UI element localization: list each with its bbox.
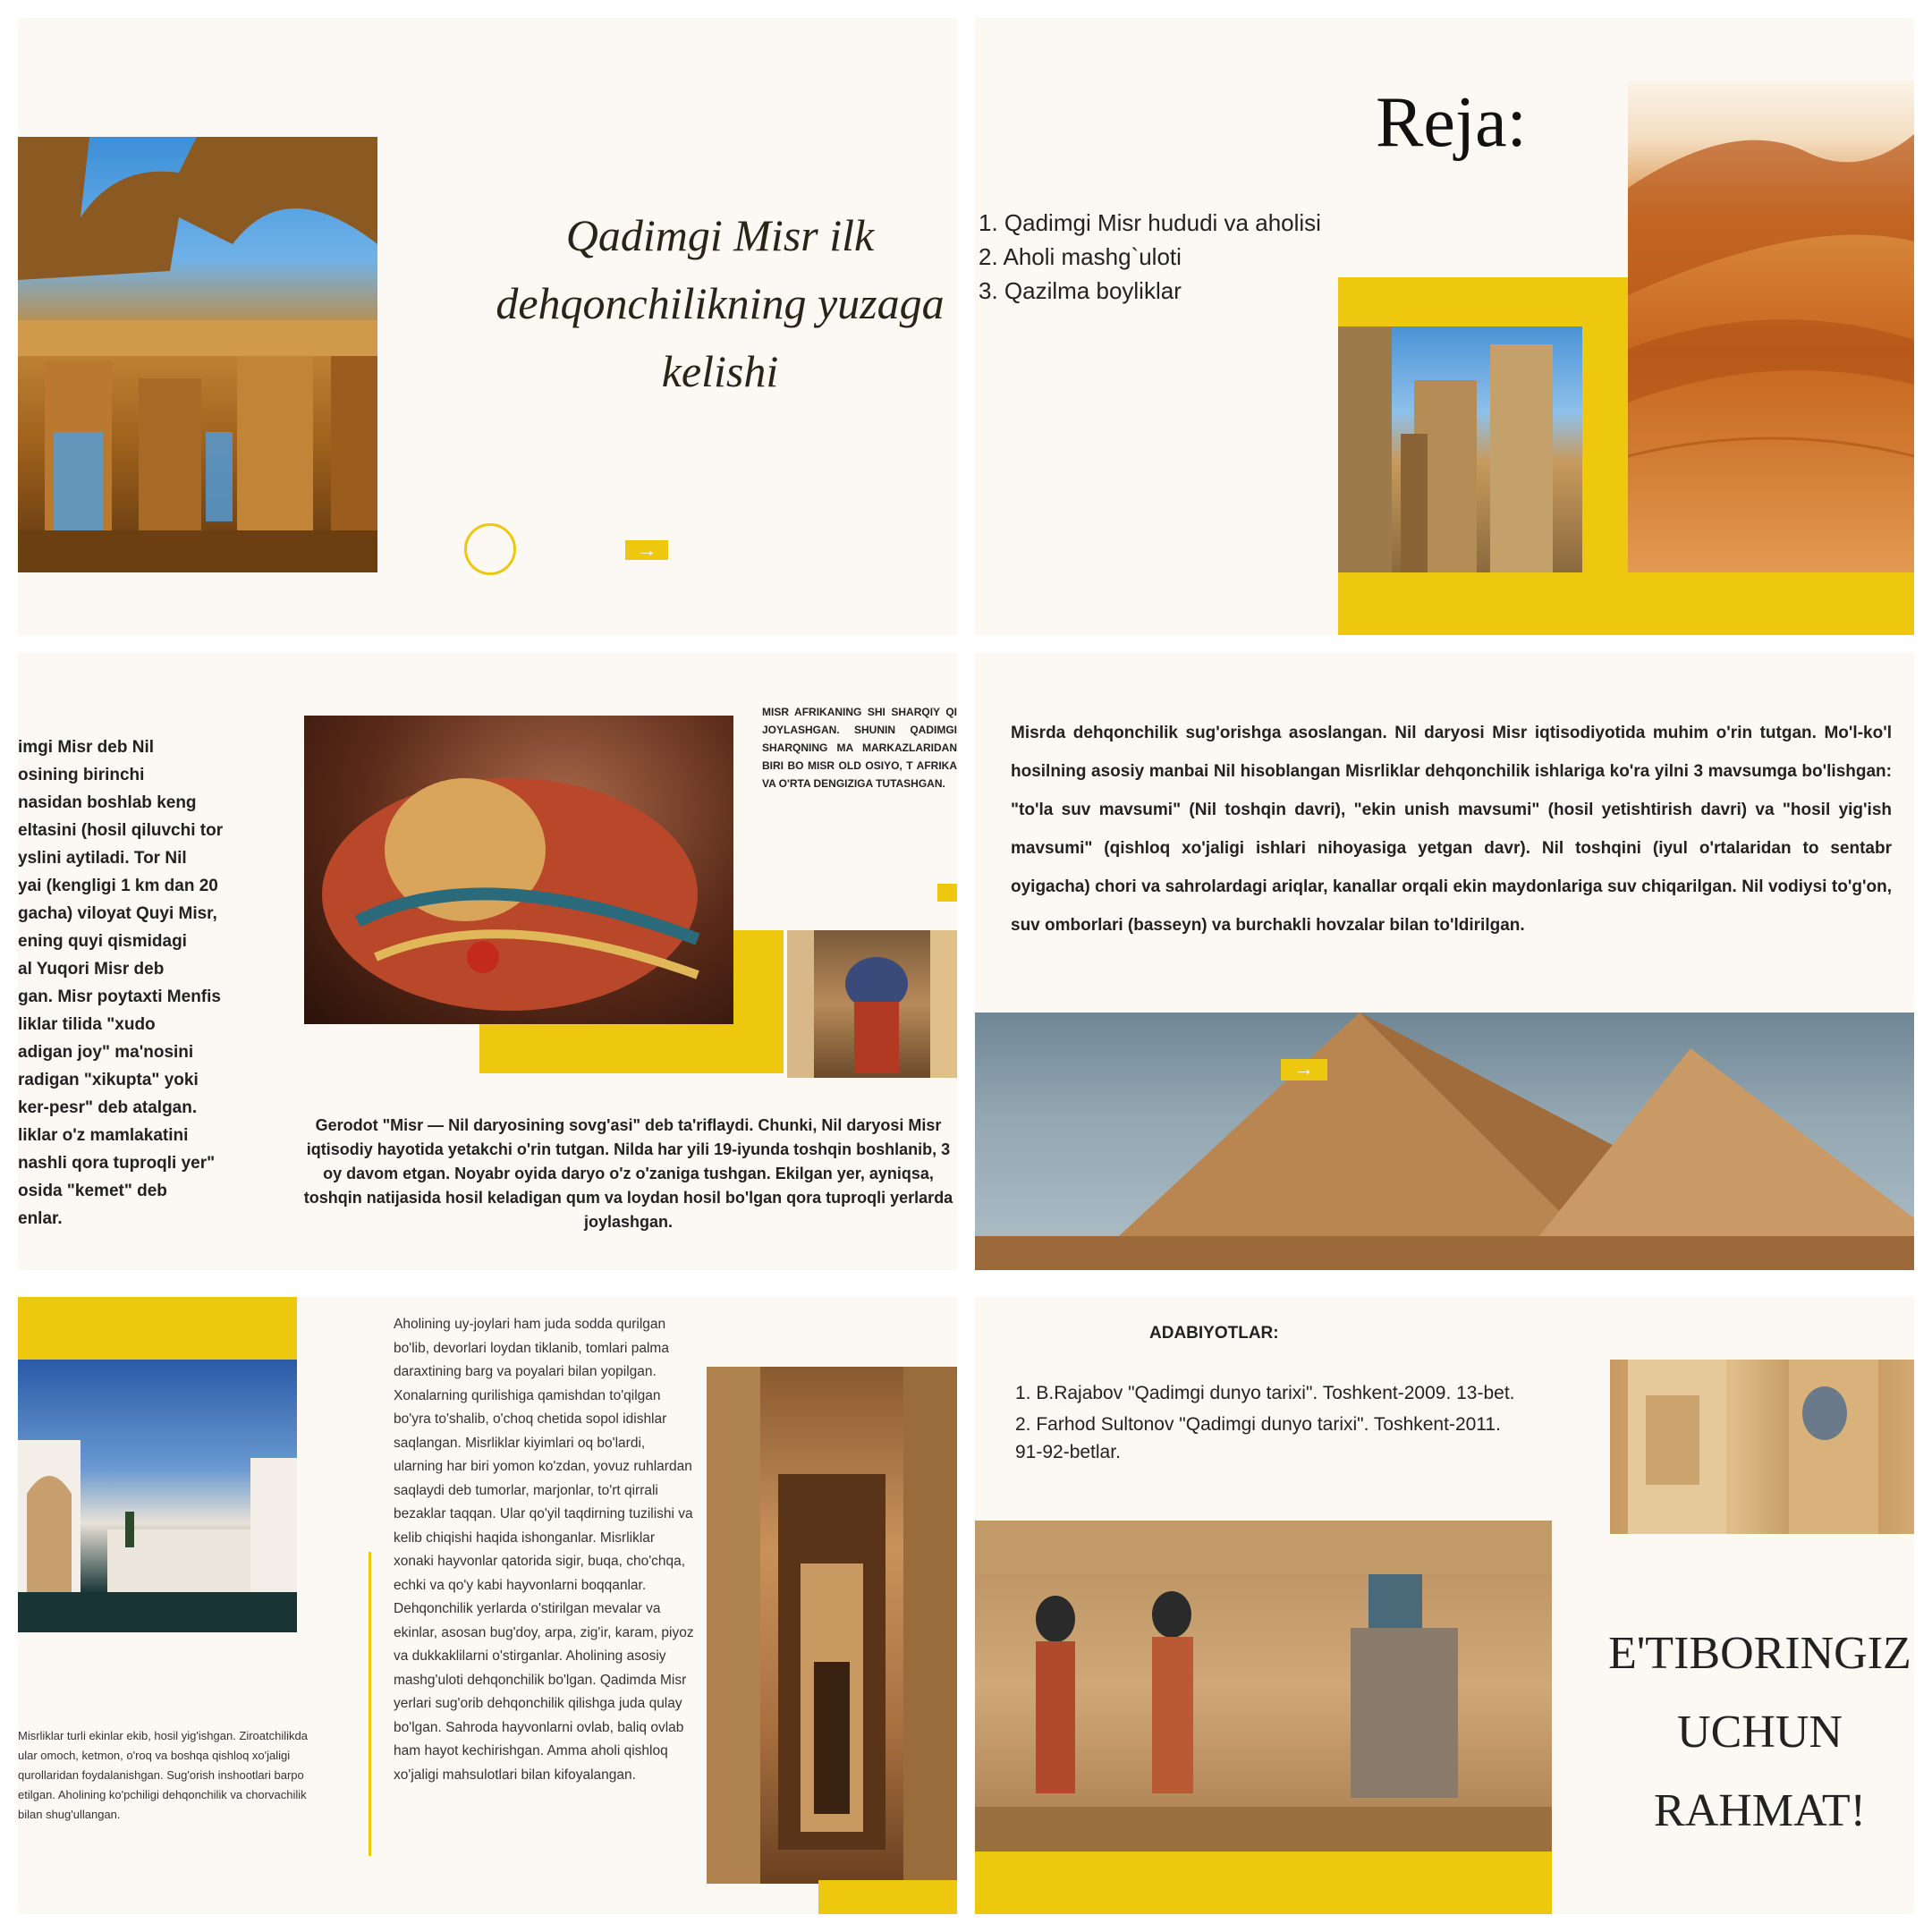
next-arrow-button[interactable]: → — [1281, 1059, 1327, 1080]
references-heading: ADABIYOTLAR: — [1149, 1324, 1279, 1343]
left-line-16: nashli qora tuproqli yer" — [18, 1154, 216, 1173]
left-line-11: liklar tilida "xudo — [18, 1015, 156, 1034]
sarcophagus-illustration — [304, 716, 733, 1024]
left-line-2: osining birinchi — [18, 766, 145, 784]
tomb-painting-illustration — [787, 930, 957, 1078]
slide-1-title — [18, 18, 957, 635]
vertical-accent-line — [369, 1552, 371, 1856]
desert-dunes-photo — [1628, 80, 1914, 572]
slide-5-population — [18, 1297, 957, 1914]
left-line-17: osida "kemet" deb — [18, 1182, 167, 1200]
corridor-illustration — [707, 1367, 957, 1884]
hieroglyph-illustration — [975, 1521, 1552, 1852]
slide-6-references — [975, 1297, 1914, 1914]
left-line-10: gan. Misr poytaxti Menfis — [18, 987, 221, 1006]
circle-decoration — [464, 523, 516, 575]
arches-illustration — [18, 1360, 297, 1632]
references-list — [1015, 1379, 1525, 1466]
temple-columns-photo — [1338, 326, 1582, 572]
plan-title: Reja: — [1376, 83, 1527, 162]
right-caps-text: MISR AFRIKANING SHI SHARQIY QI JOYLASHGAN. SHUNIN QADIMGI SHARQNING MA MARKAZLARIDAN BIRI BO MISR OLD OSIYO, T AFRIKA VA O'RTA DENGIZIGA TUTASHGAN. — [762, 706, 957, 790]
tomb-painting-photo — [787, 930, 957, 1078]
left-line-6: yai (kengligi 1 km dan 20 — [18, 877, 218, 895]
left-line-1: imgi Misr deb Nil — [18, 738, 155, 757]
middle-column-text: Aholining uy-joylari ham juda sodda qurilgan bo'lib, devorlari loydan tiklanib, tomlari palma daraxtining barg va poyalari bilan yopilgan. Xonalarning qurilishiga qamishdan to'qilgan bo'yra to'shalib, o'choq chetida sopol idishlar saqlangan. Misrliklar kiyimlari oq bo'lardi, ularning har biri yomon ko'zdan, yovuz ruhlardan saqlaydi deb tumorlar, marjonlar, to'rt qirrali bezaklar taqqan. Ular qo'yil taqdirning tuzilishi va kelib chiqishi haqida ishonganlar. Misrliklar xonaki hayvonlar qatorida sigir, buqa, cho'chqa, echki va qo'y kabi hayvonlarni boqqanlar. Dehqonchilik yerlarda o'stirilgan mevalar va ekinlar, asosan bug'doy, arpa, zig'ir, karam, piyoz va dukkaklilarni o'stirganlar. Aholining asosiy mashg'uloti dehqonchilik bo'lgan. Qadimda Misr yerlari sug'orib dehqonchilik qilishga juda qulay bo'lgan. Sahroda hayvonlarni ovlab, baliq ovlab ham hayot kechirishgan. Amma aholi qishloq xo'jaligi mahsulotlari bilan kifoyalangan. — [394, 1317, 694, 1783]
reference-1: 1. B.Rajabov "Qadimgi dunyo tarixi". Toshkent-2009. 13-bet. — [1015, 1383, 1515, 1403]
left-line-7: gacha) viloyat Quyi Misr, — [18, 904, 217, 923]
thanks-line-2: UCHUN — [1677, 1707, 1843, 1758]
left-column-text — [18, 733, 259, 1233]
bottom-paragraph: Gerodot "Misr — Nil daryosining sovg'asi" deb ta'riflaydi. Chunki, Nil daryosi Misr iqtisodiy hayotida yetakchi o'rin tutgan. Nilda har yili 19-iyunda toshqin boshlanib, 3 oy davom etgan. Noyabr oyida daryo o'z o'zaniga tushgan. Ekilgan yer, ayniqsa, toshqin natijasida hosil keladigan qum va loydan hosil bo'lgan qora tuproqli yerlarda joylashgan. — [303, 1116, 953, 1231]
sarcophagus-photo — [304, 716, 733, 1024]
yellow-bottom-block — [818, 1880, 957, 1914]
modern-arches-photo — [18, 1360, 297, 1632]
plan-item-2: 2. Aholi mashg`uloti — [979, 243, 1182, 270]
left-line-18: enlar. — [18, 1209, 63, 1228]
plan-item-3: 3. Qazilma boyliklar — [979, 277, 1182, 304]
plan-item-1: 1. Qadimgi Misr hududi va aholisi — [979, 209, 1321, 236]
slide-3-geography — [18, 653, 957, 1270]
left-line-15: liklar o'z mamlakatini — [18, 1126, 189, 1145]
temple-columns-illustration — [1338, 326, 1582, 572]
left-bottom-text: Misrliklar turli ekinlar ekib, hosil yig'ishgan. Ziroatchilikda ular omoch, ketmon, o'roq va boshqa qishloq xo'jaligi qurollaridan foydalanishgan. Sug'orish inshootlari barpo etilgan. Aholining ko'pchiligi dehqonchilik va chorvachilik bilan shug'ullangan. — [18, 1729, 308, 1821]
next-arrow-button[interactable]: → — [625, 540, 668, 560]
thanks-text — [1606, 1614, 1914, 1851]
column-relief-photo — [1610, 1360, 1914, 1534]
left-line-4: eltasini (hosil qiluvchi tor — [18, 821, 224, 840]
karnak-temple-illustration — [18, 137, 377, 572]
left-line-3: nasidan boshlab keng — [18, 793, 197, 812]
reference-2: 2. Farhod Sultonov "Qadimgi dunyo tarixi". Toshkent-2011. 91-92-betlar. — [1015, 1414, 1501, 1462]
left-line-13: radigan "xikupta" yoki — [18, 1071, 199, 1089]
title-line-2: dehqonchilikning yuzaga — [496, 278, 945, 328]
yellow-bottom-block — [975, 1852, 1552, 1914]
giza-pyramids-photo — [975, 1013, 1914, 1270]
pyramids-illustration — [975, 1013, 1914, 1270]
left-line-14: ker-pesr" deb atalgan. — [18, 1098, 198, 1117]
karnak-temple-photo — [18, 137, 377, 572]
left-line-5: yslini aytiladi. Tor Nil — [18, 849, 187, 868]
plan-list — [979, 206, 1321, 308]
yellow-top-block — [18, 1297, 297, 1368]
hieroglyph-relief-photo — [975, 1521, 1552, 1852]
temple-corridor-photo — [707, 1367, 957, 1884]
yellow-small-tab — [937, 884, 957, 902]
slide-2-plan — [975, 18, 1914, 635]
thanks-line-3: RAHMAT! — [1654, 1785, 1866, 1836]
desert-dunes-illustration — [1628, 80, 1914, 572]
title-line-3: kelishi — [661, 346, 779, 396]
left-line-8: ening quyi qismidagi — [18, 932, 187, 951]
left-line-12: adigan joy" ma'nosini — [18, 1043, 194, 1062]
column-relief-illustration — [1610, 1360, 1914, 1534]
agriculture-text: Misrda dehqonchilik sug'orishga asoslangan. Nil daryosi Misr iqtisodiyotida muhim o'rin tutgan. Mo'l-ko'l hosilning asosiy manbai Nil hisoblangan Misrliklar dehqonchilik ishlariga ko'ra yilni 3 mavsumga bo'lishgan: "to'la suv mavsumi" (Nil toshqin davri), "ekin unish mavsumi" (hosil yetishtirish davri) va "hosil yig'ish mavsumi" (qishloq xo'jaligi ishlari nihoyasiga yetgan davr). Nil toshqini (iyul o'rtalaridan to sentabr oyigacha) chori va sahrolardagi ariqlar, kanallar orqali ekin maydonlariga suv chiqarilgan. Nil vodiysi to'g'on, suv omborlari (basseyn) va burchakli hovzalar bilan to'ldirilgan. — [1011, 724, 1892, 935]
left-line-9: al Yuqori Misr deb — [18, 960, 165, 979]
title-line-1: Qadimgi Misr ilk — [565, 210, 875, 260]
slide-4-agriculture — [975, 653, 1914, 1270]
thanks-line-1: E'TIBORINGIZ — [1608, 1628, 1911, 1679]
slide-1-title-text — [470, 201, 957, 405]
